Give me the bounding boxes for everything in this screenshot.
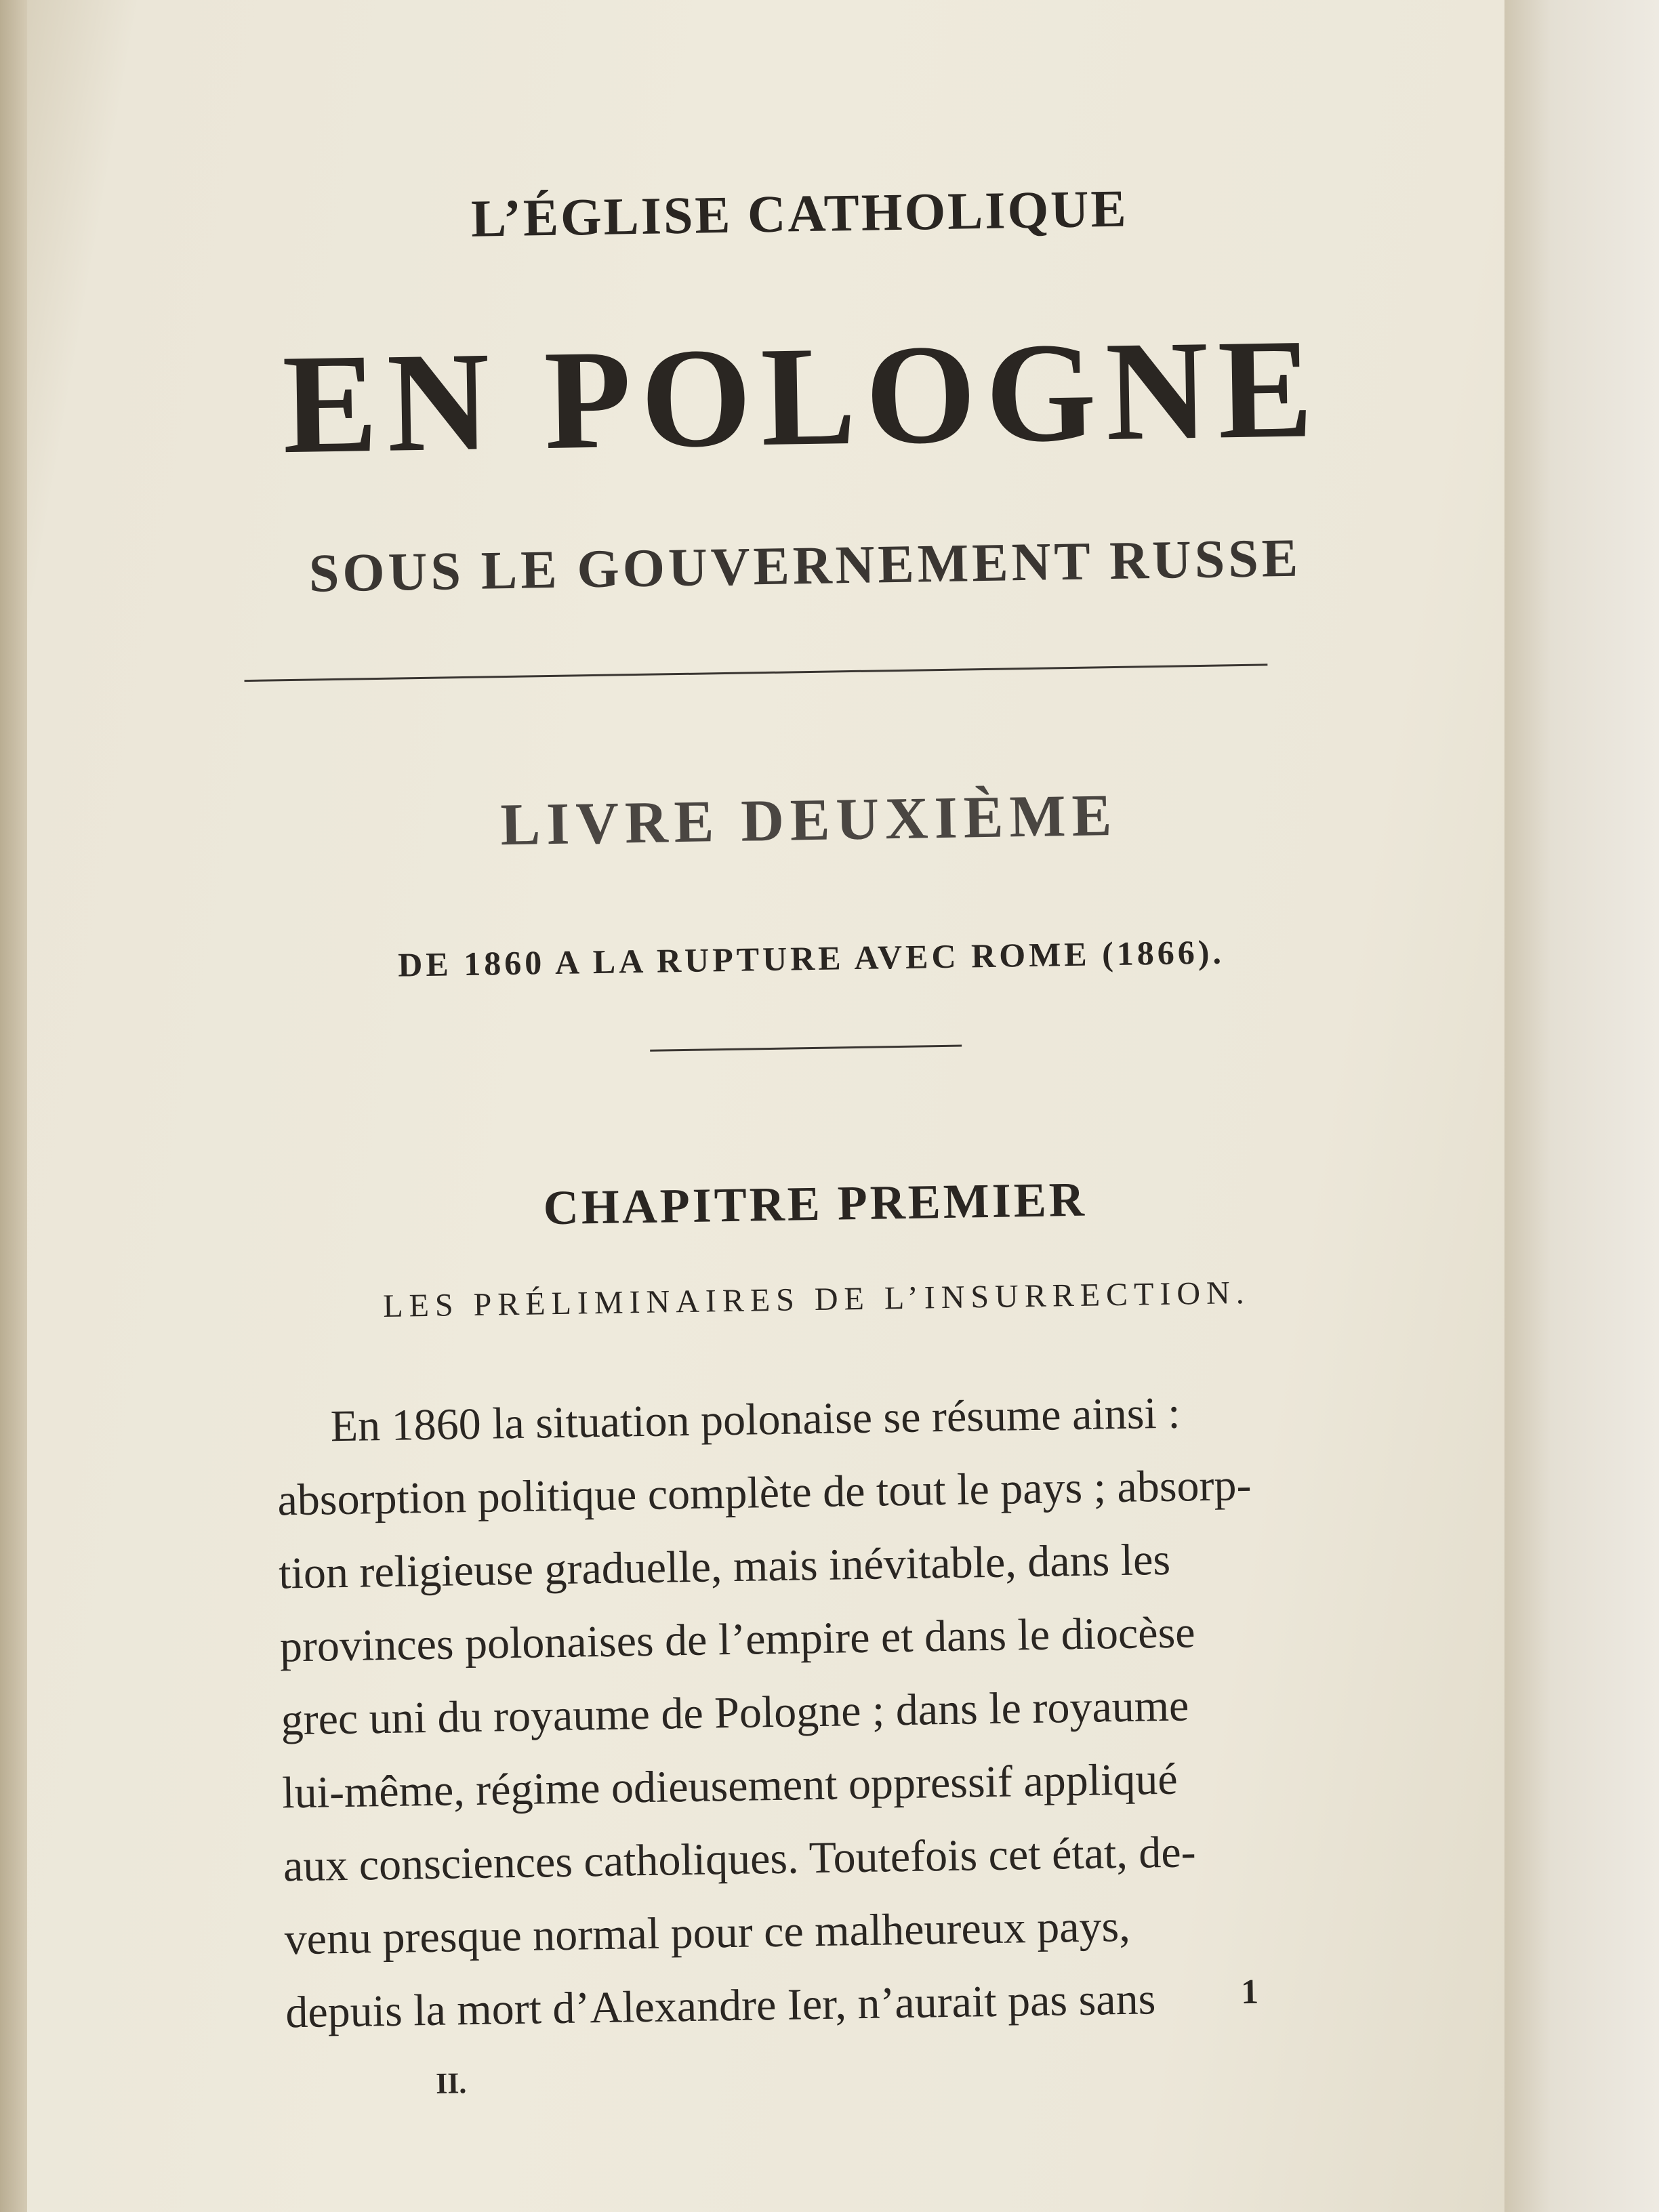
body-line: venu presque normal pour ce malheureux pays, [284,1901,1131,1965]
body-line: lui-même, régime odieusement oppressif appliqué [281,1754,1179,1818]
book-page [27,0,1504,2212]
body-line: grec uni du royaume de Pologne ; dans le royaume [281,1681,1189,1745]
title-top: L’ÉGLISE CATHOLIQUE [470,178,1129,248]
chapter-heading: CHAPITRE PREMIER [543,1172,1088,1235]
body-line: aux consciences catholiques. Toutefois cet état, de- [283,1827,1197,1891]
body-paragraph [276,1374,1370,2049]
book-gutter [0,0,27,2212]
chapter-title: LES PRÉLIMINAIRES DE L’INSURRECTION. [382,1274,1251,1325]
period-subtitle: DE 1860 A LA RUPTURE AVEC ROME (1866). [397,933,1225,984]
divider-long [245,663,1268,682]
body-line: provinces polonaises de l’empire et dans le diocèse [279,1607,1196,1672]
body-line: tion religieuse graduelle, mais inévitable, dans les [278,1534,1171,1599]
page-number: 1 [1240,1972,1259,2012]
page-edge [1504,0,1659,2212]
signature-mark: II. [435,2066,467,2100]
livre-heading: LIVRE DEUXIÈME [499,782,1118,859]
title-sub: SOUS LE GOUVERNEMENT RUSSE [308,528,1302,604]
title-main: EN POLOGNE [281,310,1324,484]
body-line: absorption politique complète de tout le pays ; absorp- [276,1460,1252,1525]
body-line: En 1860 la situation polonaise se résume ainsi : [330,1388,1181,1452]
divider-short [650,1045,962,1052]
page-content [213,0,1414,2212]
body-line: depuis la mort d’Alexandre Ier, n’aurait pas sans [285,1974,1156,2038]
